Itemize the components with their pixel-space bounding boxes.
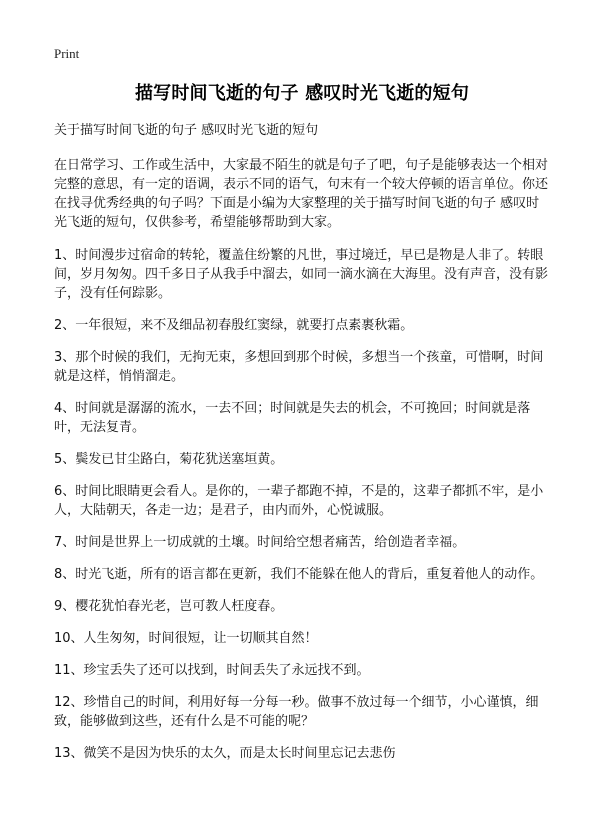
list-item: 8、时光飞逝，所有的语言都在更新，我们不能躲在他人的背后，重复着他人的动作。 xyxy=(54,567,544,582)
list-item: 4、时间就是潺潺的流水，一去不回；时间就是失去的机会，不可挽回；时间就是落叶，无法复青。 xyxy=(54,401,531,435)
list-item: 10、人生匆匆，时间很短，让一切顺其自然！ xyxy=(54,631,318,646)
quote-list xyxy=(54,246,550,763)
list-item: 13、微笑不是因为快乐的太久，而是太长时间里忘记去悲伤 xyxy=(54,746,396,761)
list-item: 6、时间比眼睛更会看人。是你的，一辈子都跑不掉，不是的，这辈子都抓不牢，是小人，大陆朝天，各走一边；是君子，由内而外，心悦诚服。 xyxy=(54,484,544,518)
list-item: 7、时间是世界上一切成就的土壤。时间给空想者痛苦，给创造者幸福。 xyxy=(54,535,466,550)
intro-paragraph: 在日常学习、工作或生活中，大家最不陌生的就是句子了吧，句子是能够表达一个相对完整的意思，有一定的语调，表示不同的语气，句末有一个较大停顿的语言单位。你还在找寻优秀经典的句子吗？下面是小编为大家整理的关于描写时间飞逝的句子 感叹时光飞逝的短句，仅供参考，希望能够帮助到大家。 xyxy=(54,158,549,230)
print-link[interactable]: Print xyxy=(54,46,80,61)
list-item: 11、珍宝丢失了还可以找到，时间丢失了永远找不到。 xyxy=(54,663,370,678)
list-item: 3、那个时候的我们，无拘无束，多想回到那个时候，多想当一个孩童，可惜啊，时间就是这样，悄悄溜走。 xyxy=(54,350,544,384)
subtitle: 关于描写时间飞逝的句子 感叹时光飞逝的短句 xyxy=(54,123,319,138)
page-title: 描写时间飞逝的句子 感叹时光飞逝的短句 xyxy=(134,83,470,104)
list-item: 2、一年很短，来不及细品初春殷红窦绿，就要打点素裹秋霜。 xyxy=(54,318,414,333)
list-item: 9、樱花犹怕春光老，岂可教人枉度春。 xyxy=(54,599,284,614)
list-item: 5、鬓发已甘尘路白，菊花犹送塞垣黄。 xyxy=(54,452,284,467)
list-item: 12、珍惜自己的时间，利用好每一分每一秒。做事不放过每一个细节，小心谨慎，细致，能够做到这些，还有什么是不可能的呢？ xyxy=(54,695,539,729)
list-item: 1、时间漫步过宿命的转轮，覆盖住纷繁的凡世，事过境迁，早已是物是人非了。转眼间，岁月匆匆。四千多日子从我手中溜去，如同一滴水滴在大海里。没有声音，没有影子，没有任何踪影。 xyxy=(54,248,549,301)
